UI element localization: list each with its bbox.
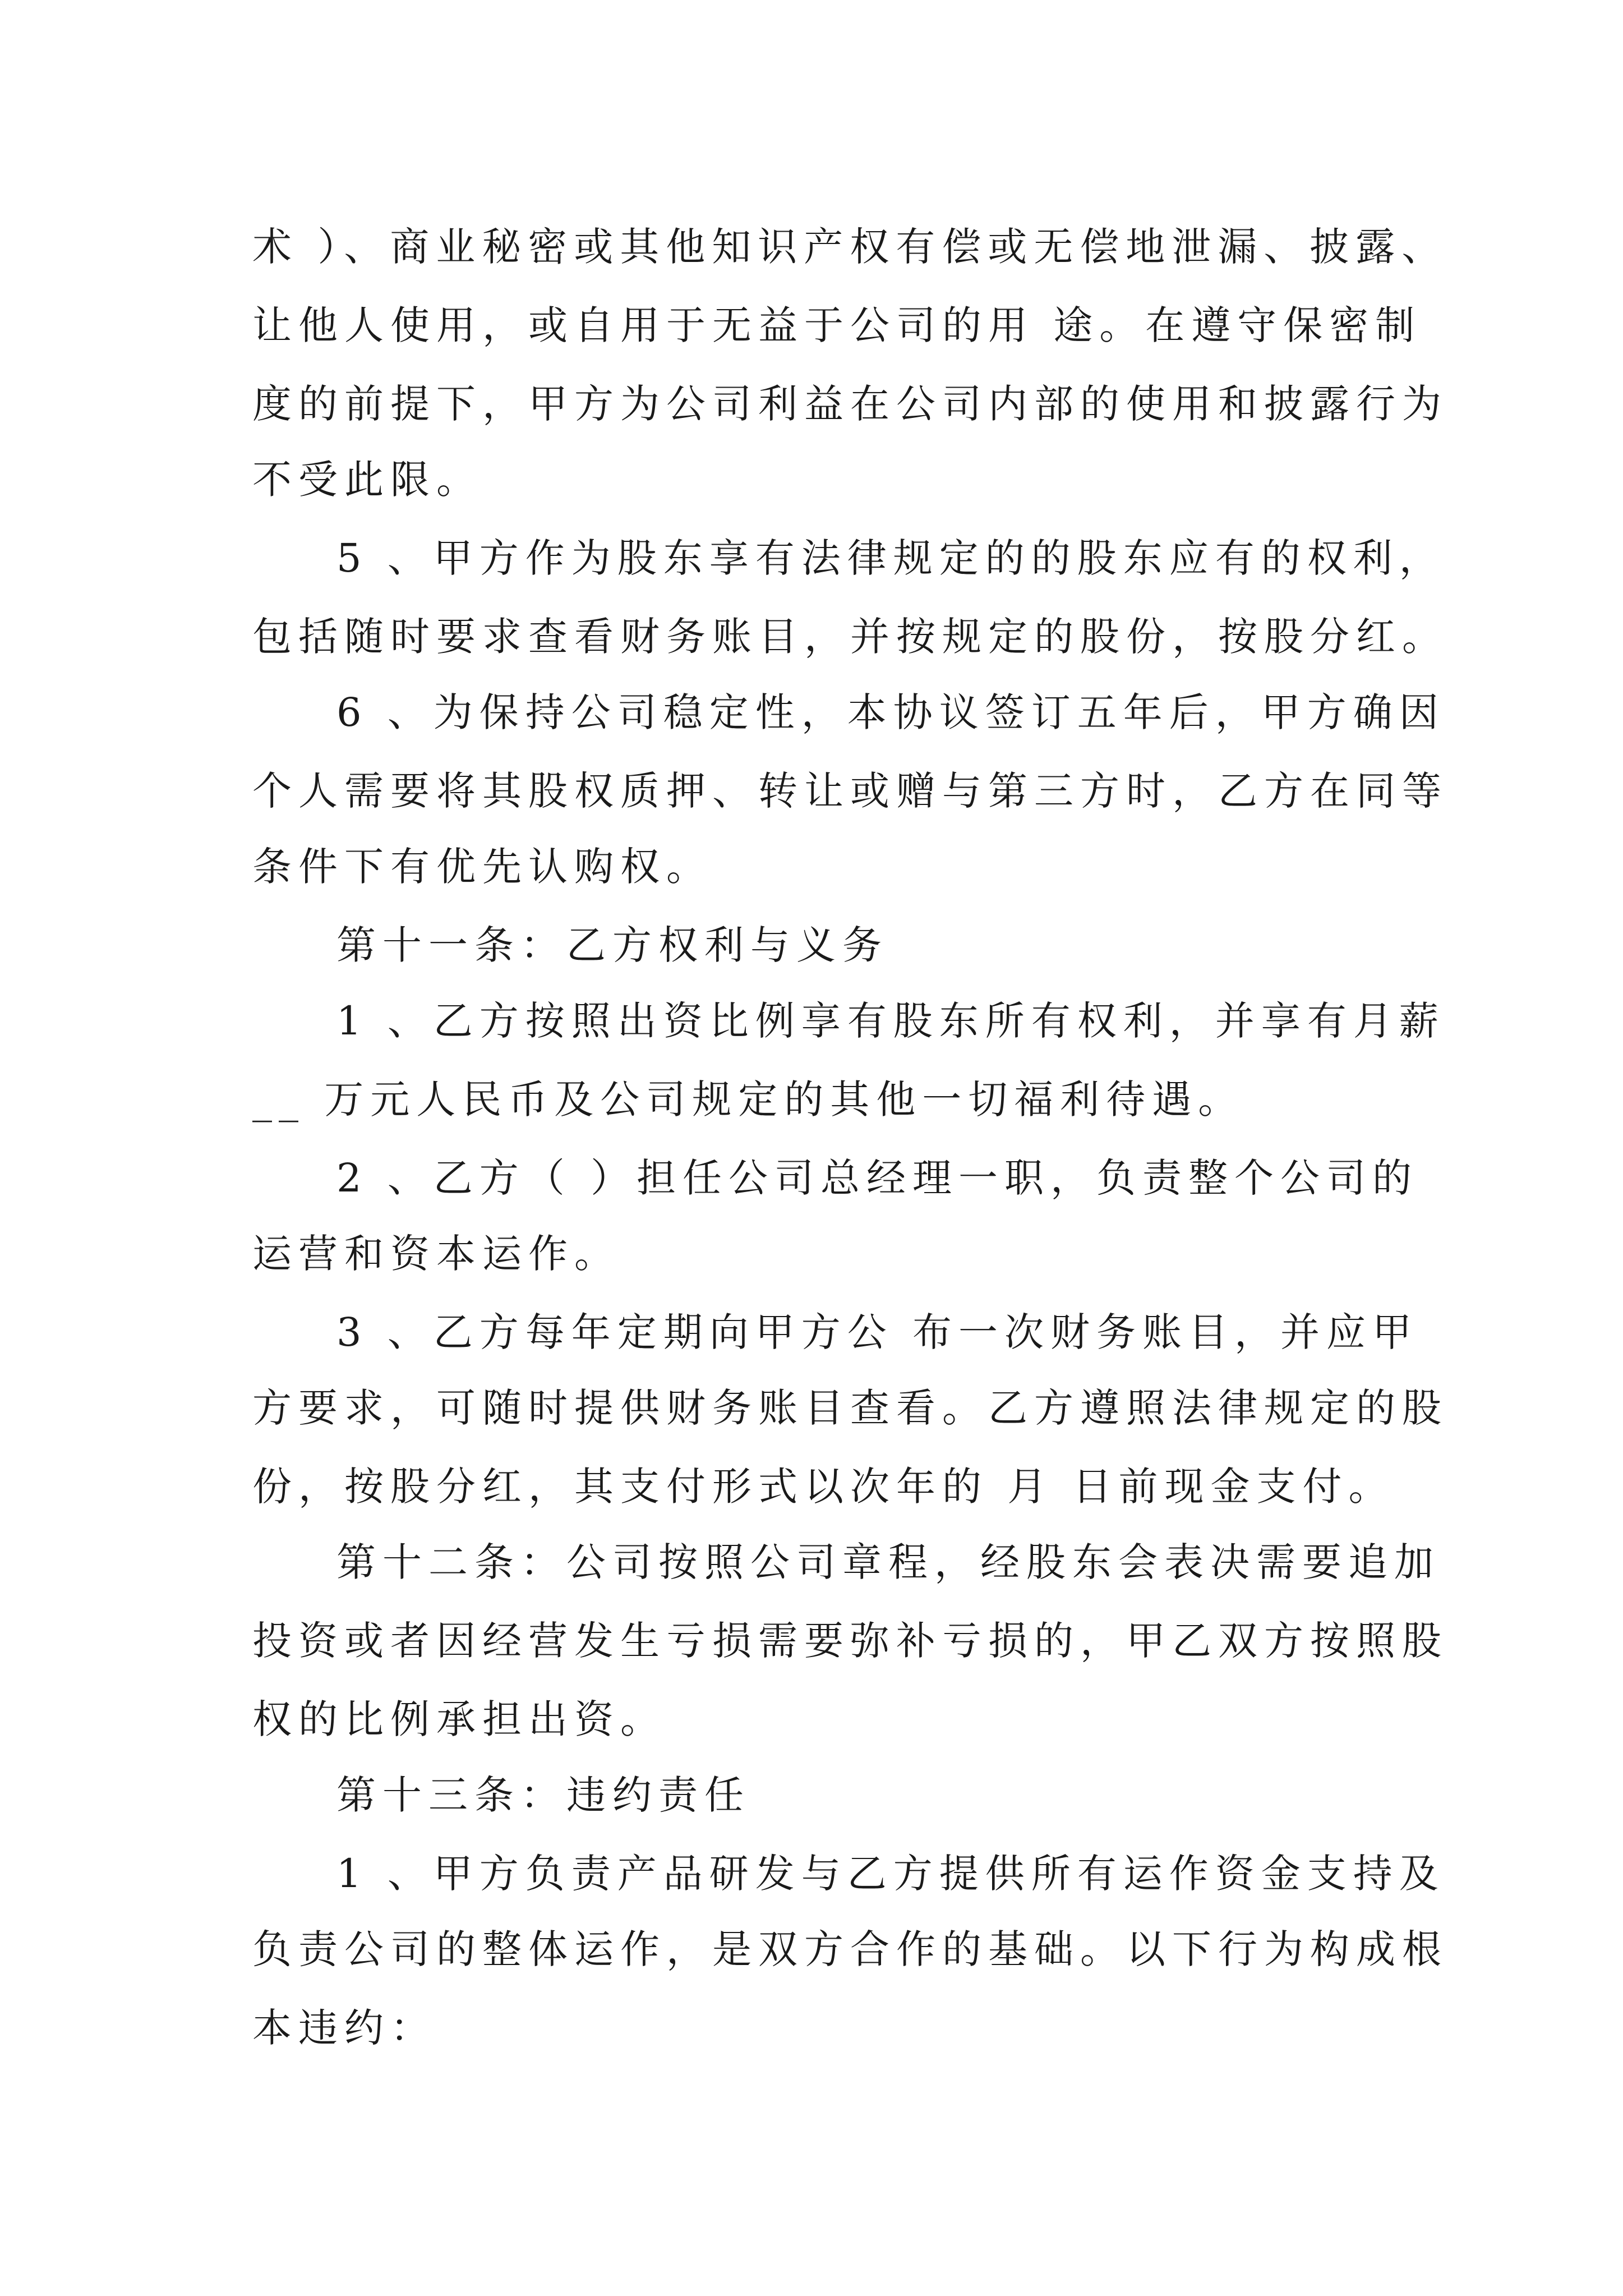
section-heading: 第十三条：违约责任 <box>336 1772 750 1818</box>
text-line: 方要求，可随时提供财务账目查看。乙方遵照法律规定的股 <box>252 1385 1448 1431</box>
text-line: 1 、甲方负责产品研发与乙方提供所有运作资金支持及 <box>336 1851 1445 1897</box>
text-line: 2 、乙方（ ）担任公司总经理一职，负责整个公司的 <box>336 1155 1419 1201</box>
text-line: 1 、乙方按照出资比例享有股东所有权利，并享有月薪 <box>336 998 1445 1044</box>
text-line: 条件下有优先认购权。 <box>252 844 712 890</box>
text-line: 投资或者因经营发生亏损需要弥补亏损的，甲乙双方按照股 <box>252 1618 1448 1664</box>
text-line: 3 、乙方每年定期向甲方公 布一次财务账目，并应甲 <box>336 1309 1419 1355</box>
text-line: 个人需要将其股权质押、转让或赠与第三方时，乙方在同等 <box>252 768 1448 814</box>
text-line: 本违约： <box>252 2005 436 2051</box>
text-line: 份，按股分红，其支付形式以次年的 月 日前现金支付。 <box>252 1464 1395 1510</box>
section-heading: 第十一条：乙方权利与义务 <box>336 922 888 968</box>
text-line: 6 、为保持公司稳定性，本协议签订五年后，甲方确因 <box>336 689 1445 735</box>
text-line: 不受此限。 <box>252 457 482 503</box>
text-line: 负责公司的整体运作，是双方合作的基础。以下行为构成根 <box>252 1926 1448 1972</box>
text-line: 让他人使用，或自用于无益于公司的用 途。在遵守保密制 <box>252 302 1422 348</box>
text-line: 权的比例承担出资。 <box>252 1696 666 1742</box>
text-line: 5 、甲方作为股东享有法律规定的的股东应有的权利， <box>336 535 1445 581</box>
section-heading: 第十二条：公司按照公司章程，经股东会表决需要追加 <box>336 1539 1440 1585</box>
text-line: 术 ）、商业秘密或其他知识产权有偿或无偿地泄漏、披露、 <box>252 224 1448 270</box>
text-line: 运营和资本运作。 <box>252 1231 620 1277</box>
text-line: 度的前提下，甲方为公司利益在公司内部的使用和披露行为 <box>252 381 1448 427</box>
text-line: __ 万元人民币及公司规定的其他一切福利待遇。 <box>252 1076 1244 1122</box>
text-line: 包括随时要求查看财务账目，并按规定的股份，按股分红。 <box>252 614 1448 660</box>
